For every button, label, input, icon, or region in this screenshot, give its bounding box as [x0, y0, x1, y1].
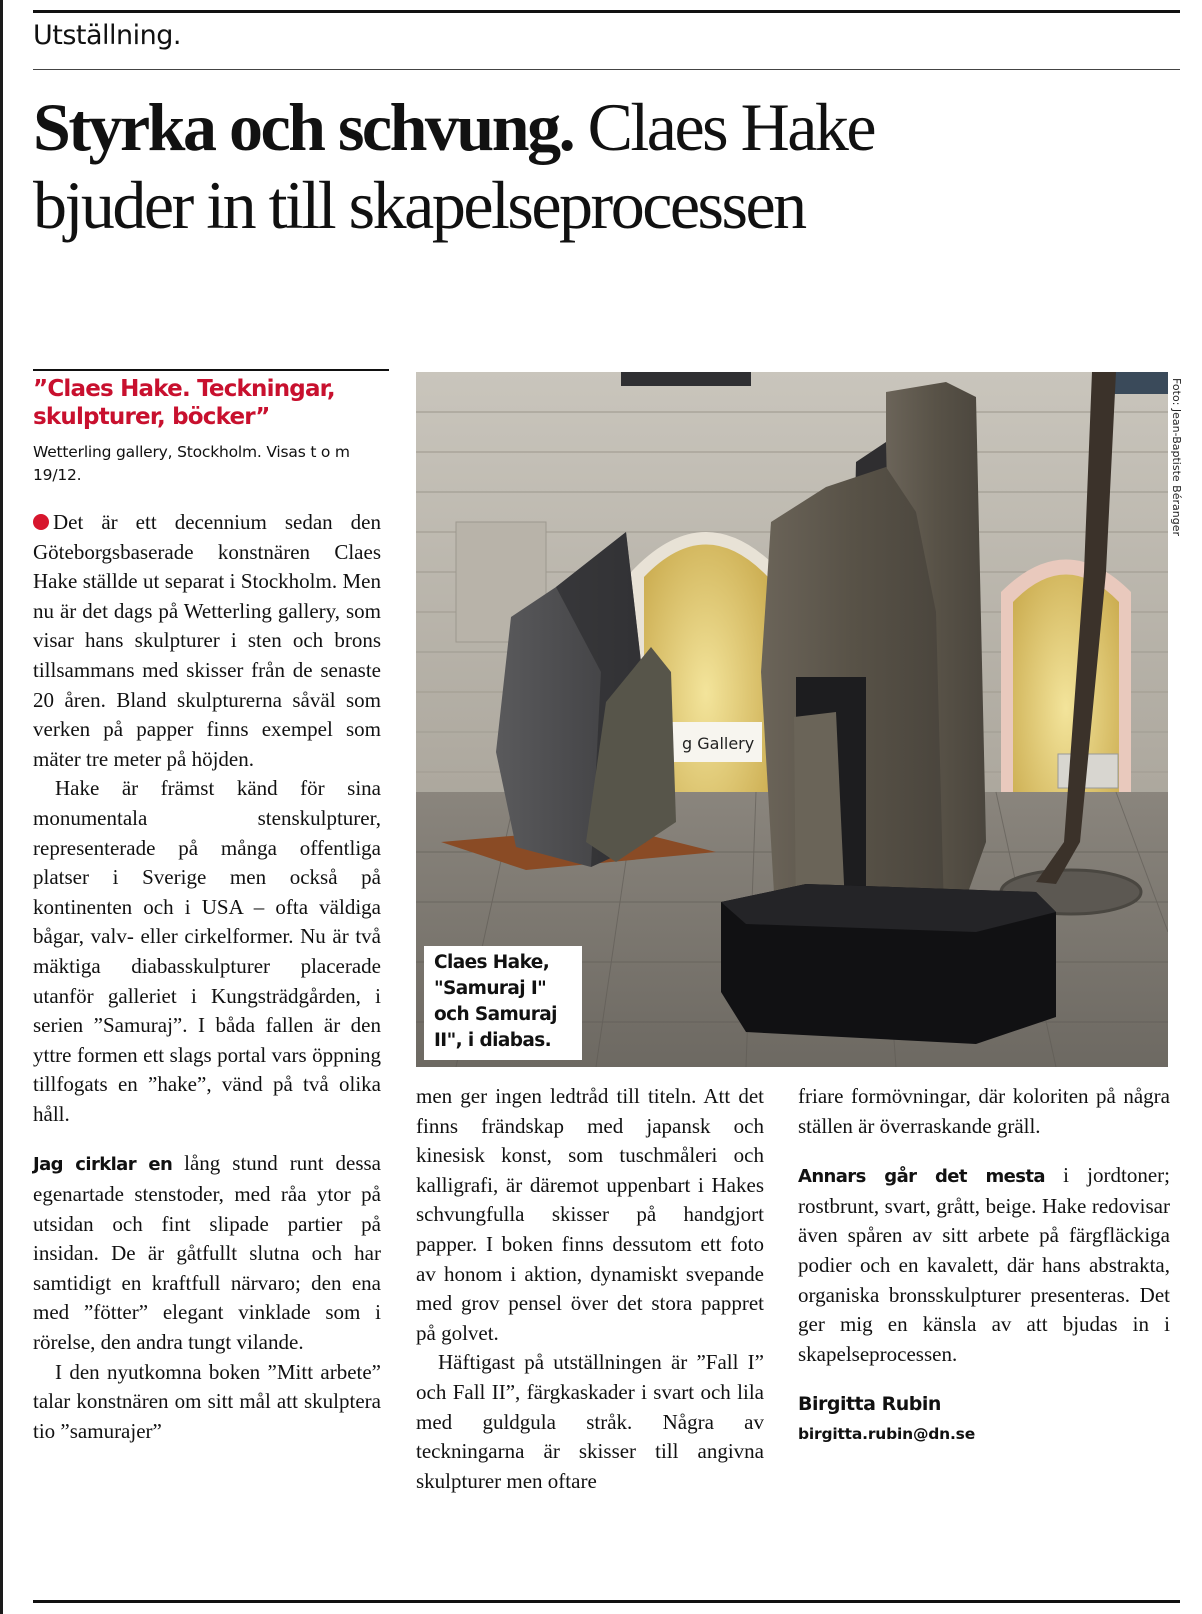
byline-email: birgitta.rubin@dn.se: [798, 1425, 976, 1444]
paragraph-3: [33, 1149, 381, 1357]
factbox-info-line2: 19/12.: [33, 466, 82, 484]
article-column-1: [33, 508, 381, 1446]
headline: [33, 88, 1173, 244]
factbox-info: [33, 441, 393, 487]
paragraph-8-lead: Annars går det mesta: [798, 1166, 1045, 1188]
headline-bold: Styrka och schvung.: [33, 89, 574, 165]
page-edge-bar: [0, 0, 3, 1614]
section-rule: [33, 69, 1180, 70]
photo-credit: [1167, 378, 1189, 598]
bullet-dot-icon: [33, 514, 49, 530]
caption-line-4: II", i diabas.: [434, 1030, 552, 1051]
paragraph-1-text: Det är ett decennium sedan den Göteborgsbaserade konstnären Claes Hake ställde ut separat i Stockholm. Men nu är det dags på Wetterling gallery, som visar hans skulpturer i sten och brons tillsammans med skisser från de senaste 20 åren. Bland skulpturerna såväl som verken på papper finns exempel som mäter tre meter på höjden.: [33, 510, 381, 771]
caption-line-2: "Samuraj I": [434, 978, 547, 999]
photo-caption: [424, 946, 582, 1060]
byline: [798, 1389, 1170, 1448]
photo-credit-text: Foto: Jean-Baptiste Béranger: [1170, 378, 1183, 536]
byline-author: Birgitta Rubin: [798, 1393, 941, 1416]
factbox-title-line2: skulpturer, böcker”: [33, 404, 270, 430]
caption-line-3: och Samuraj: [434, 1004, 557, 1025]
factbox-info-line1: Wetterling gallery, Stockholm. Visas t o m: [33, 443, 350, 461]
bottom-rule: [33, 1600, 1180, 1603]
article-column-2: [416, 1082, 764, 1496]
paragraph-8-text: i jordtoner; rostbrunt, svart, grått, beige. Hake redovisar även spåren av sitt arbete på färgfläckiga podier och en kavalett, där hans abstrakta, organiska bronsskulpturer presenteras. Det ger mig en känsla av att bjudas in i skapelseprocessen.: [798, 1163, 1170, 1366]
factbox-title: [33, 375, 393, 431]
gallery-sign-text: g Gallery: [682, 734, 755, 753]
paragraph-8: [798, 1161, 1170, 1369]
paragraph-4: I den nyutkomna boken ”Mitt arbete” talar konstnären om sitt mål att skulptera tio ”samurajer”: [33, 1359, 381, 1443]
headline-rest: Claes Hake: [587, 89, 875, 165]
headline-line2: bjuder in till skapelseprocessen: [33, 167, 805, 243]
paragraph-7: friare formövningar, där koloriten på några ställen är överraskande gräll.: [798, 1084, 1170, 1138]
paragraph-3-text: lång stund runt dessa egenartade stenstoder, med råa ytor på utsidan och fint slipade partier på insidan. De är gåtfullt slutna och har samtidigt en kraftfull närvaro; den ena med ”fötter” elegant vinklade som i rörelse, den andra tungt vilande.: [33, 1151, 382, 1355]
paragraph-3-lead: Jag cirklar en: [33, 1154, 173, 1176]
factbox-rule: [33, 369, 389, 371]
article-column-3: [798, 1082, 1170, 1448]
caption-line-1: Claes Hake,: [434, 952, 550, 973]
paragraph-1: [33, 508, 381, 774]
paragraph-5: men ger ingen ledtråd till titeln. Att det finns frändskap med japansk och kinesisk konst, som tuschmåleri och kalligrafi, är däremot uppenbart i Hakes schvungfulla skisser på handgjort papper. I boken finns dessutom ett foto av honom i aktion, dynamiskt svepande med grov pensel över det stora pappret på golvet.: [416, 1084, 764, 1345]
paragraph-6: Häftigast på utställningen är ”Fall I” och Fall II”, färgkaskader i svart och lila med guldgula stråk. Några av teckningarna är skisser till angivna skulpturer men oftare: [416, 1350, 764, 1493]
factbox-title-line1: ”Claes Hake. Teckningar,: [33, 376, 335, 402]
section-label: Utställning.: [33, 20, 181, 51]
paragraph-2: Hake är främst känd för sina monumentala stenskulpturer, representerade på många offentliga platser i Sverige men också på kontinenten och i USA – ofta väldiga bågar, valv- eller cirkelformer. Nu är två mäktiga diabasskulpturer placerade utanför galleriet i Kungsträdgården, i serien ”Samuraj”. I båda fallen är den yttre formen ett slags portal vars öppning tillfogats en ”hake”, vänd på två olika håll.: [33, 776, 381, 1126]
top-rule: [33, 10, 1180, 13]
